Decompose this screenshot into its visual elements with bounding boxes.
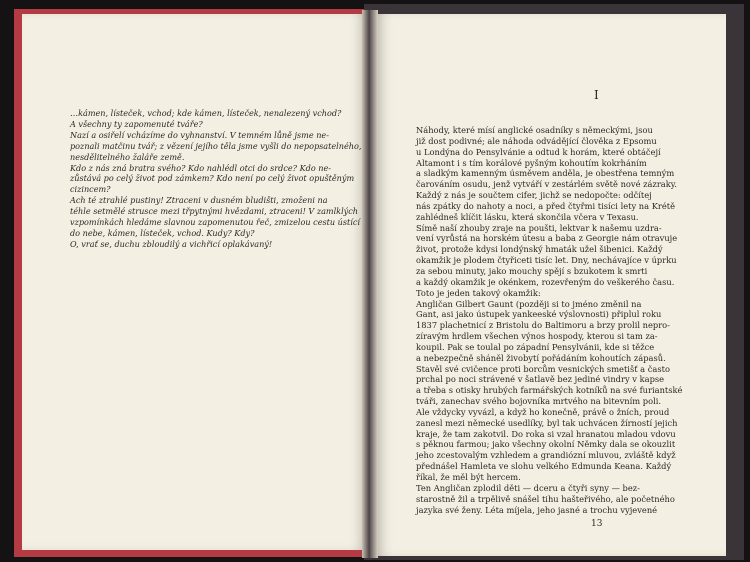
- text-line: Každý z nás je součtem cifer, jichž se nedopočte: odčítej: [416, 190, 652, 201]
- text-line: nás zpátky do nahoty a noci, a před čtyřmi tisíci lety na Krétě: [416, 200, 676, 211]
- text-line: zíravým hrdlem všechen výnos hospody, kterou si tam za-: [416, 331, 658, 342]
- text-line: Toto je jeden takový okamžik:: [416, 287, 541, 298]
- text-line: starostně žil a trpělivě snášel tihu hašteřivého, ale početného: [416, 493, 675, 504]
- text-line: tváři, zanechav svého bojovníka mrtvého na bitevním poli.: [416, 396, 662, 407]
- left-page: [22, 14, 366, 550]
- poem-line: vzpomínkách hledáme slavnou zapomenutou řeč, zmizelou cestu ústící: [70, 217, 361, 228]
- text-line: jazyka své ženy. Léta míjela, jeho jasné a trochu vyjevené: [416, 504, 658, 515]
- text-line: a nebezpečně sháněl živobytí pořádáním kohoutích zápasů.: [416, 352, 666, 363]
- text-line: Náhody, které mísí anglické osadníky s německými, jsou: [416, 125, 653, 135]
- poem-line: cizincem?: [70, 184, 111, 195]
- text-line: přednášel Hamleta ve slohu velkého Edmunda Keana. Každý: [416, 461, 672, 472]
- poem-text: [70, 108, 362, 250]
- text-line: Angličan Gilbert Gaunt (později si to jméno změnil na: [416, 298, 642, 309]
- text-line: říkal, že měl být hercem.: [416, 472, 521, 482]
- poem-line: zůstává po celý život pod zámkem? Kdo není po celý život opuštěným: [70, 173, 355, 184]
- poem-line: poznali matčinu tvář; z vězení jejího těla jsme vyšli do nepopsatelného,: [70, 140, 362, 151]
- poem-line: O, vrať se, duchu zbloudilý a vichřicí oplakávaný!: [70, 238, 273, 249]
- text-line: kraje, že tam zakotvil. Do roka si vzal hranatou mladou vdovu: [416, 428, 676, 439]
- text-line: Ten Angličan zplodil děti — dceru a čtyři syny — bez-: [416, 482, 640, 493]
- poem-line: Nazí a osiřelí vcházíme do vyhnanství. V temném lůně jsme ne-: [70, 129, 329, 140]
- text-line: život, protože kdysi londýnský hmaták užel šibenici. Každý: [416, 244, 663, 255]
- text-line: Ale vždycky vyvázl, a když ho konečně, právě o žních, proud: [416, 406, 670, 417]
- poem-line: …kámen, lísteček, vchod; kde kámen, lísteček, nenalezený vchod?: [70, 108, 342, 118]
- text-line: s pěknou farmou; jako všechny okolní Němky dala se okouzlit: [416, 439, 676, 450]
- text-line: Stavěl své cvičence proti borcům vesnických smetišť a často: [416, 363, 670, 374]
- text-line: jeho zcestovalým vzhledem a grandiózní mluvou, zvláště když: [416, 450, 676, 461]
- chapter-number: I: [594, 88, 599, 102]
- text-line: za sebou minuty, jako mouchy spějí s bzukotem k smrti: [416, 265, 648, 276]
- text-line: zahlédneš klíčit lásku, která skončila včera v Texasu.: [416, 211, 639, 222]
- text-line: čarováním osudu, jenž vytváří v zestárlém světě nové zázraky.: [416, 179, 677, 190]
- poem-line: A všechny ty zapomenuté tváře?: [70, 118, 203, 129]
- book-gutter: [362, 10, 378, 558]
- poem-line: Ach té ztrahlé pustiny! Ztraceni v dusném bludišti, zmoženi na: [70, 195, 328, 206]
- text-line: okamžik je plodem čtyřiceti tisíc let. Dny, nechávajíce v úprku: [416, 255, 677, 266]
- chapter-text: [416, 125, 710, 515]
- text-line: 1837 plachetnicí z Bristolu do Baltimoru a brzy prolil nepro-: [416, 320, 670, 331]
- poem-line: téhle setmělé strusce mezi třpytnými hvězdami, ztraceni! V zamlklých: [70, 206, 358, 217]
- text-line: a každý okamžik je okénkem, rozevřeným do veškerého času.: [416, 276, 675, 287]
- text-line: Altamont i s tím korálové pyšným kohoutím kokrháním: [416, 157, 647, 168]
- text-line: již dost podivné; ale náhoda odvádějící člověka z Epsomu: [416, 135, 657, 146]
- text-line: koupil. Pak se toulal po západní Pensylvánii, kde si těžce: [416, 341, 655, 352]
- text-line: u Londýna do Pensylvánie a odtud k horám, které obtáčejí: [416, 146, 661, 157]
- poem-line: do nebe, kámen, lísteček, vchod. Kudy? Kdy?: [70, 227, 255, 238]
- text-line: a sladkým kamenným úsměvem anděla, je obestřena temným: [416, 168, 675, 179]
- poem-line: Kdo z nás zná bratra svého? Kdo nahlédl otci do srdce? Kdo ne-: [70, 162, 331, 173]
- text-line: prchal po noci strávené v šatlavě bez jediné vindry v kapse: [416, 374, 665, 385]
- text-line: Símě naší zhouby zraje na poušti, lektvar k našemu uzdra-: [416, 222, 662, 233]
- text-line: a třeba s otisky hrubých farmářských kotníků na své furiantské: [416, 385, 683, 396]
- text-line: zanesl mezi německé usedlíky, byl tak uchvácen žírností jejich: [416, 417, 678, 428]
- text-line: vení vyrůstá na horském útesu a baba z Georgie nám otravuje: [416, 233, 678, 244]
- poem-line: nesdělitelného žaláře země.: [70, 151, 185, 162]
- text-line: Gant, asi jako ústupek yankeeské výslovnosti) připlul roku: [416, 309, 662, 320]
- page-number: 13: [591, 519, 603, 529]
